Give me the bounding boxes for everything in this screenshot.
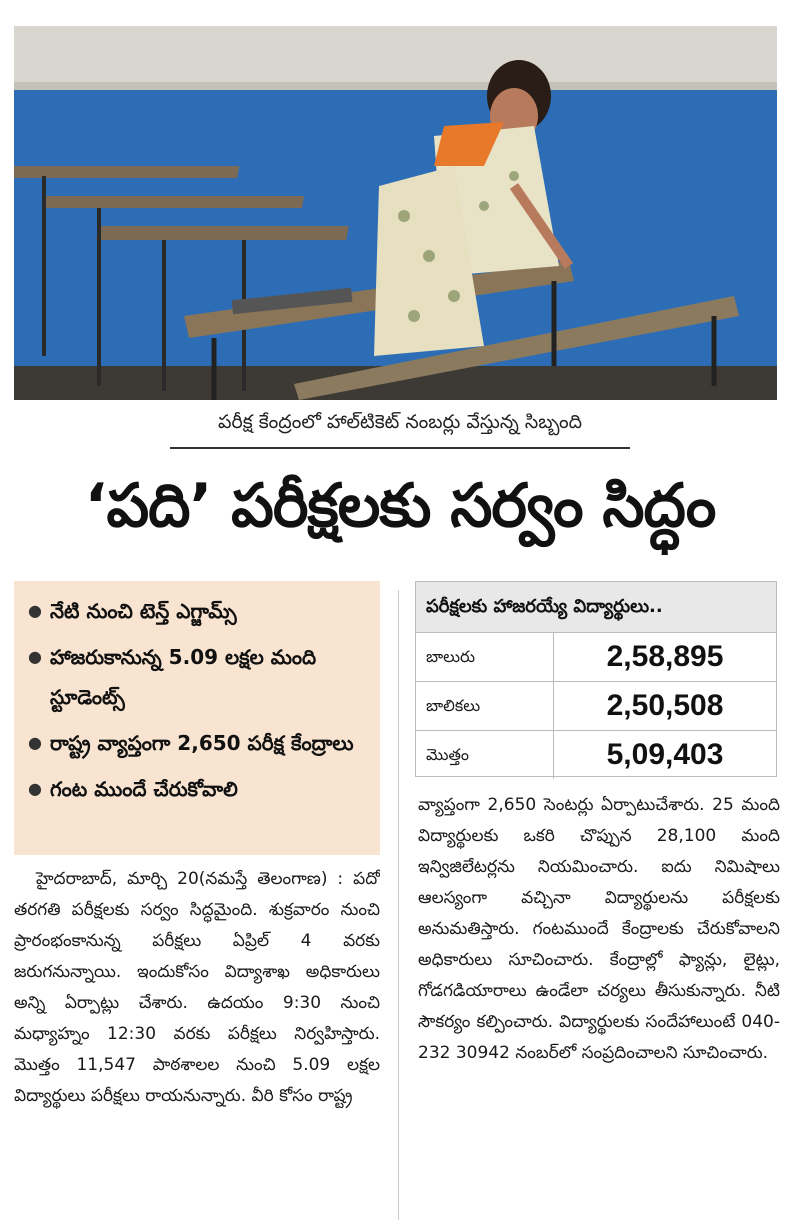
bullet-icon: ●: [28, 779, 42, 798]
table-title: పరీక్షలకు హాజరయ్యే విద్యార్థులు..: [416, 582, 776, 632]
row-value: 2,50,508: [606, 689, 724, 722]
row-label: మొత్తం: [416, 731, 554, 779]
highlight-item: [28, 769, 370, 809]
highlight-text: రాష్ట్ర వ్యాప్తంగా 2,650 పరీక్ష కేంద్రాలు: [50, 731, 354, 755]
student-count-table: [415, 581, 777, 777]
row-label: బాలికలు: [416, 682, 554, 730]
bullet-icon: ●: [28, 733, 42, 752]
highlight-item: [28, 591, 370, 631]
table-row: [416, 681, 776, 730]
table-row: [416, 632, 776, 681]
article-body-right: వ్యాప్తంగా 2,650 సెంటర్లు ఏర్పాటుచేశారు. 25 మంది విద్యార్థులకు ఒకరి చొప్పున 28,100 మంది ఇన్విజిలేటర్లను నియమించారు. ఐదు నిమిషాలు ఆలస్యంగా వచ్చినా విద్యార్థులను పరీక్షలకు అనుమతిస్తారు. గంటముందే కేంద్రాలకు చేరుకోవాలని అధికారులు సూచించారు. కేంద్రాల్లో ఫ్యాన్లు, లైట్లు, గోడగడియారాలు ఉండేలా చర్యలు తీసుకున్నారు. నీటి సౌకర్యం కల్పించారు. విద్యార్థులకు సందేహాలుంటే 040-232 30942 నంబర్‌లో సంప్రదించాలని సూచించారు.: [418, 795, 780, 1063]
row-label: బాలురు: [416, 633, 554, 681]
bullet-icon: ●: [28, 601, 42, 620]
row-value: 2,58,895: [606, 640, 724, 673]
highlight-item: [28, 723, 370, 763]
headline: ‘పది’ పరీక్షలకు సర్వం సిద్ధం: [84, 471, 716, 541]
photo-caption: పరీక్ష కేంద్రంలో హాల్‌టికెట్ నంబర్లు వేస్తున్న సిబ్బంది: [218, 411, 582, 433]
row-value: 5,09,403: [606, 738, 724, 771]
exam-hall-photo: [14, 26, 777, 400]
bullet-icon: ●: [28, 647, 42, 666]
highlight-text: గంట ముందే చేరుకోవాలి: [50, 777, 238, 801]
article-body-left: హైదరాబాద్, మార్చి 20(నమస్తే తెలంగాణ) : పదో తరగతి పరీక్షలకు సర్వం సిద్ధమైంది. శుక్రవారం నుంచి ప్రారంభంకానున్న పరీక్షలు ఏప్రిల్ 4 వరకు జరుగనున్నాయి. ఇందుకోసం విద్యాశాఖ అధికారులు అన్ని ఏర్పాట్లు చేశారు. ఉదయం 9:30 నుంచి మధ్యాహ్నం 12:30 వరకు పరీక్షలు నిర్వహిస్తారు. మొత్తం 11,547 పాఠశాలల నుంచి 5.09 లక్షల విద్యార్థులు పరీక్షలు రాయనున్నారు. వీరి కోసం రాష్ట్ర: [14, 869, 380, 1106]
highlights-box: [14, 581, 380, 855]
highlight-text: నేటి నుంచి టెన్త్ ఎగ్జామ్స్: [50, 599, 237, 623]
classroom-illustration: [14, 26, 777, 400]
highlight-text: హాజరుకానున్న 5.09 లక్షల మంది స్టూడెంట్స్: [50, 645, 317, 709]
highlight-item: [28, 637, 370, 717]
caption-divider: [170, 447, 630, 449]
column-divider: [398, 590, 399, 1220]
table-row: [416, 730, 776, 779]
